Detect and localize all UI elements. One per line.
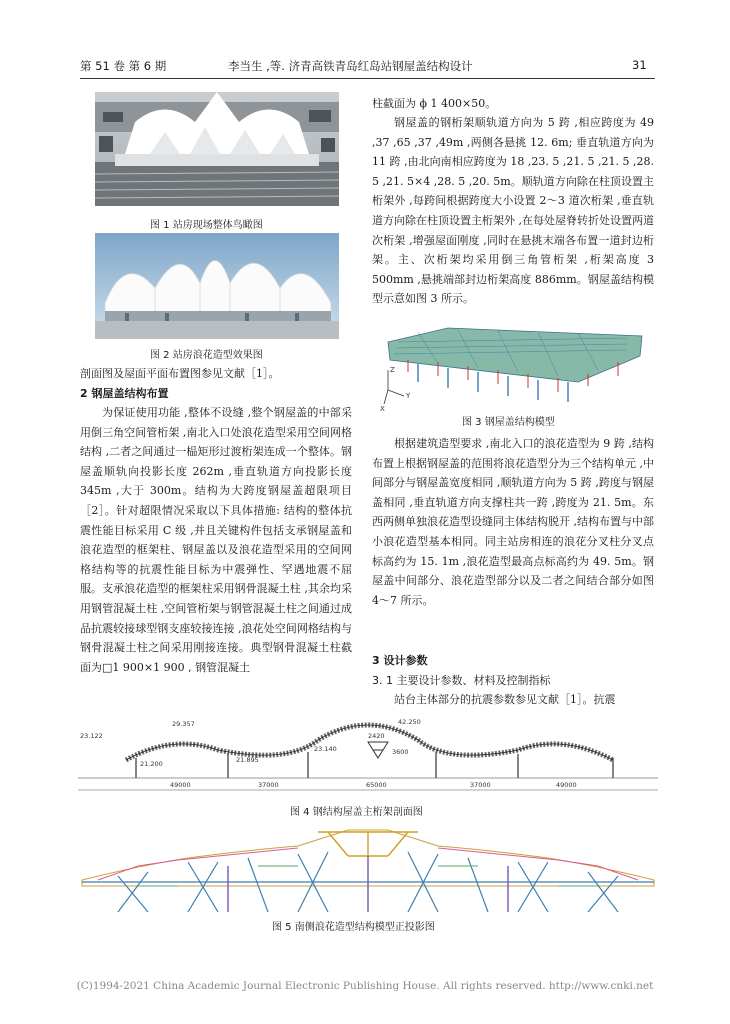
- left-paragraph-1: 剖面图及屋面平面布置图参见文献［1］。: [80, 367, 280, 380]
- figure-1-caption: 图 1 站房现场整体鸟瞰图: [150, 220, 263, 231]
- elev-21-200: 21.200: [140, 760, 163, 768]
- span-65000: 65000: [366, 781, 387, 789]
- figure-3-caption: 图 3 钢屋盖结构模型: [462, 417, 555, 428]
- figure-5-caption: 图 5 南侧浪花造型结构模型正投影图: [272, 922, 435, 933]
- running-title: 李当生 ,等. 济青高铁青岛红岛站钢屋盖结构设计: [228, 59, 473, 73]
- figure-4-truss-section: [78, 716, 658, 796]
- axis-y-label: Y: [406, 392, 411, 400]
- section-2-heading: 2 钢屋盖结构布置: [80, 387, 169, 400]
- figure-2-caption: 图 2 站房浪花造型效果图: [150, 350, 263, 361]
- axis-z-label: Z: [390, 366, 395, 374]
- elev-23-140: 23.140: [314, 745, 337, 753]
- axis-x-label: X: [380, 405, 385, 412]
- figure-4-caption: 图 4 钢结构屋盖主桁架剖面图: [290, 807, 423, 818]
- figure-3-roof-model: [378, 320, 650, 412]
- span-49000-right: 49000: [556, 781, 577, 789]
- span-37000-left: 37000: [258, 781, 279, 789]
- section-3-1-heading: 3. 1 主要设计参数、材料及控制指标: [372, 674, 551, 687]
- truss-width-2420: 2420: [368, 732, 385, 740]
- header-rule: [80, 78, 655, 79]
- figure-2-rendering: [95, 233, 339, 339]
- journal-volume-issue: 第 51 卷 第 6 期: [80, 59, 167, 73]
- right-paragraph-4: 站台主体部分的抗震参数参见文献［1］。抗震: [394, 693, 616, 706]
- figure-1-aerial-photo: [95, 92, 339, 206]
- right-paragraph-2: 钢屋盖的钢桁架顺轨道方向为 5 跨 ,相应跨度为 49 ,37 ,65 ,37 ,49m ,两侧各悬挑 12. 6m; 垂直轨道方向为 11 跨 ,由北向南相应跨度为 18 ,23. 5 ,21. 5 ,21. 5 ,28. 5 ,21. 5×4 ,28. 5 ,20. 5m。顺轨道方向除在柱顶设置主桁架外 ,每跨间根据跨度大小设置 2～3 道次桁架 ,垂直轨道方向除在柱顶设置主桁架外 ,在每处屋脊转折处设置两道次桁架 ,增强屋面刚度 ,同时在悬挑末端各布置一道封边桁架。主、次桁架均采用倒三角管桁架 ,桁架高度 3 500mm ,悬挑端部封边桁架高度 886mm。钢屋盖结构模型示意如图 3 所示。: [372, 116, 654, 306]
- left-paragraph-2: 为保证使用功能 ,整体不设缝 ,整个钢屋盖的中部采用倒三角空间管桁架 ,南北入口处浪花造型采用空间网格结构 ,二者之间通过一榀矩形过渡桁架连成一个整体。钢屋盖顺轨向投影长度 262m ,垂直轨道方向投影长度 345m ,大于 300m。结构为大跨度钢屋盖超限项目［2］。针对超限情况采取以下具体措施: 结构的整体抗震性能目标采用 C 级 ,并且关键构件包括支承钢屋盖和浪花造型的框架柱、钢屋盖以及浪花造型采用的空间网格结构等的抗震性能目标为中震弹性、罕遇地震不屈服。支承浪花造型的框架柱采用钢骨混凝土柱 ,其余均采用钢管混凝土柱 ,空间管桁架与钢管混凝土柱之间通过成品抗震较接球型钢支座较接连接 ,浪花处空间网格结构与钢骨混凝土柱之间采用刚接连接。典型钢骨混凝土柱截面为□1 900×1 900 , 钢管混凝土: [80, 406, 352, 674]
- elev-23-122: 23.122: [80, 732, 103, 740]
- elev-29-357: 29.357: [172, 720, 195, 728]
- elev-42-250: 42.250: [398, 718, 421, 726]
- page-number: 31: [632, 58, 647, 72]
- right-paragraph-3: 根据建筑造型要求 ,南北入口的浪花造型为 9 跨 ,结构布置上根据钢屋盖的范围将浪花造型分为三个结构单元 ,中间部分与钢屋盖宽度相同 ,顺轨道方向为 5 跨 ,跨度与钢屋盖相同 ,垂直轨道方向支撑柱共一跨 ,跨度为 21. 5m。东西两侧单独浪花造型设缝同主体结构脱开 ,结构布置与中部小浪花造型基本相同。同主站房相连的浪花分叉柱分叉点标高约为 15. 1m ,浪花造型最高点标高约为 49. 5m。钢屋盖中间部分、浪花造型部分以及二者之间结合部分如图 4～7 所示。: [372, 437, 654, 607]
- span-49000-left: 49000: [170, 781, 191, 789]
- span-37000-right: 37000: [470, 781, 491, 789]
- right-paragraph-1: 柱截面为 ϕ 1 400×50。: [372, 97, 497, 110]
- section-3-heading: 3 设计参数: [372, 654, 428, 667]
- elev-21-895: 21.895: [236, 756, 259, 764]
- figure-5-wave-model: [78, 826, 658, 912]
- copyright-footer: (C)1994-2021 China Academic Journal Electronic Publishing House. All rights reserved. http://www.cnki.net: [76, 980, 654, 992]
- truss-height-3600: 3600: [392, 748, 409, 756]
